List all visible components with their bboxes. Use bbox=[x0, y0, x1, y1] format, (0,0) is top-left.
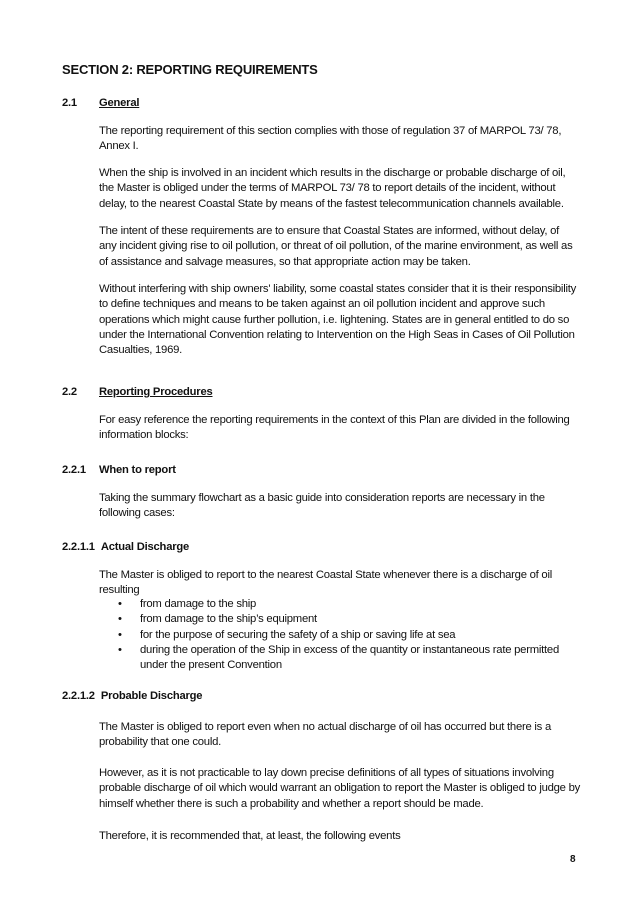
section-2-1-heading: General bbox=[99, 97, 140, 109]
section-2-2-1-number: 2.2.1 bbox=[62, 464, 86, 476]
actual-discharge-bullet-list bbox=[118, 597, 578, 673]
section-2-1-number: 2.1 bbox=[62, 97, 77, 109]
section-2-2-heading: Reporting Procedures bbox=[99, 386, 213, 398]
bullet-icon: • bbox=[118, 613, 122, 626]
section-2-2-1-2-title: Probable Discharge bbox=[100, 690, 203, 702]
bullet-icon: • bbox=[118, 628, 122, 641]
general-paragraph-1: The reporting requirement of this section complies with those of regulation 37 of MARPOL 73/ 78, Annex I. bbox=[99, 125, 562, 153]
section-title: SECTION 2: REPORTING REQUIREMENTS bbox=[62, 62, 318, 77]
section-2-2-1-1-heading bbox=[62, 541, 189, 553]
bullet-icon: • bbox=[118, 643, 122, 656]
section-2-2-1-2-number: 2.2.1.2 bbox=[62, 690, 95, 702]
section-2-2-1-heading: When to report bbox=[99, 464, 176, 476]
general-paragraph-4: Without interfering with ship owners' liability, some coastal states consider that it is their responsibility to define techniques and means to be taken against an oil pollution incident and approve such operations which might cause further pollution, i.e. lightening. States are in general entitled to do so under the International Convention relating to Intervention on the High Seas in Cases of Oil Pollution Casualties, 1969. bbox=[99, 283, 576, 357]
bullet-icon: • bbox=[118, 598, 122, 610]
probable-discharge-paragraph-3: Therefore, it is recommended that, at least, the following events bbox=[99, 830, 401, 842]
when-to-report-paragraph: Taking the summary flowchart as a basic guide into consideration reports are necessary in the following cases: bbox=[99, 492, 545, 520]
general-paragraph-3: The intent of these requirements are to ensure that Coastal States are informed, without delay, of any incident giving rise to oil pollution, or threat of oil pollution, of the marine environment, as well as of assistance and salvage measures, so that appropriate action may be taken. bbox=[99, 225, 573, 268]
bullet-item: • during the operation of the Ship in excess of the quantity or instantaneous rate permitted under the present Convention bbox=[118, 643, 559, 672]
bullet-item: • for the purpose of securing the safety of a ship or saving life at sea bbox=[118, 628, 578, 643]
procedures-paragraph: For easy reference the reporting requirements in the context of this Plan are divided in the following information blocks: bbox=[99, 414, 570, 442]
page-number: 8 bbox=[570, 854, 576, 865]
bullet-item: • from damage to the ship’s equipment bbox=[118, 612, 578, 627]
general-paragraph-2: When the ship is involved in an incident which results in the discharge or probable discharge of oil, the Master is obliged under the terms of MARPOL 73/ 78 to report details of the incident, without delay, to the nearest Coastal State by means of the fastest telecommunication channels available. bbox=[99, 167, 566, 210]
probable-discharge-paragraph-2: However, as it is not practicable to lay down precise definitions of all types of situations involving probable discharge of oil which would warrant an obligation to report the Master is obliged to judge by himself whether there is such a probability and whether a report should be made. bbox=[99, 767, 581, 810]
section-2-2-1-1-number: 2.2.1.1 bbox=[62, 541, 95, 553]
section-2-2-1-1-title: Actual Discharge bbox=[100, 541, 190, 553]
bullet-item: • from damage to the ship bbox=[118, 597, 578, 612]
probable-discharge-paragraph-1: The Master is obliged to report even when no actual discharge of oil has occurred but there is a probability that one could. bbox=[99, 721, 551, 749]
section-2-2-1-2-heading bbox=[62, 690, 202, 702]
section-2-2-number: 2.2 bbox=[62, 386, 77, 398]
actual-discharge-paragraph: The Master is obliged to report to the nearest Coastal State whenever there is a discharge of oil resulting bbox=[99, 569, 552, 597]
